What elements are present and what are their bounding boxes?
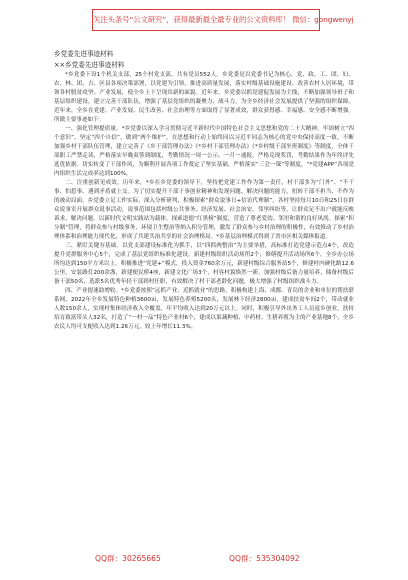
- paragraph-foundation: 三、紧盯关键夯基础。以党支部建设标准化为抓手，以“四抓两整治”为主要举措，高标准打造党建示范点4个，改造提升党群服务中心5个，完成了基层党组织标准化建设。新建村级组织活动场所2个，修缮提升活动场所6个，全乡办公场所均达到150平方米以上。积极推进“党建+”模式，投入资金760余万元，新建村级综合服务站5个，修建村内硬化路12.6公里，安装路灯200余盏，新建便民桥4座，新建文化广场3个，村容村貌焕然一新。加强村级后备力量培养，储备村级后备干部50名，选派5名优秀年轻干部到村任职，有效解决了村干部老龄化问题，极大增强了村级组织战斗力。: [54, 243, 355, 285]
- paragraph-intro: *乡党委下设1个机关支部，25个村党支部，共有党员552人。乡党委是以党委书记为核心，党、政、工、团、妇、农、林、团、吉、区县各项决策部署，以党建为引领，推进高质量发展，落实村级基础设施建设、改善农村人居环境，带领各村脱贫攻坚、产业发展，使全乡上下呈现出新的面貌。近年来，乡党委以抓党建促发展为主线，不断加强领导班子和基层组织建设，建立完善干部队伍，增强了基层党组织的凝聚力、战斗力，为全乡经济社会发展提供了坚强的组织保障。近年来，全乡在党建、产业发展、民生改善、社会治理等方面取得了显著成效，群众获得感、幸福感、安全感不断增强。所做主要事迹如下：: [54, 72, 354, 123]
- paragraph-industry: 四、产业提速助增收。*乡党委按照“远抓产业、近抓就业”的思路，积极构建上海、成都、青岛的企业和单位的帮扶联系网，2022年全乡发展特色种植3600亩，发展特色养殖5200头，发展林下经济2800亩，建成扶贫车间2个，带动就业人数150余人，实现村集体经济收入全覆盖，年平均收入达到20万元以上。同时，积极引导外出务工人员返乡创业，扶持培育致富带头人32名，打造了“一村一品”特色产业村6个，建成以果蔬种植、中药材、生猪养殖为主的产业基地8个，全乡农民人均可支配收入达到1.26万元，较上年增长11.3%。: [54, 288, 355, 330]
- document-body: [54, 50, 354, 332]
- promo-banner: 关注头条号“公文研究”，获得最新最全最专业的公文资料库！ 微信：gongwenyj: [92, 9, 320, 31]
- document-subtitle: ××乡党委先进事迹材料: [54, 61, 125, 69]
- footer-qq-group-1: QQ群：30265665: [95, 554, 161, 563]
- paragraph-management: 一、强化管理提质量。*乡党委以深入学习贯彻习近平新时代中国特色社会主义思想和党的二十大精神，牢固树立“四个意识”，坚定“四个自信”，做到“两个维护”。在思想和行动上始终同以习近平同志为核心的党中央保持高度一致，不断加强乡村干部队伍管理，建立完善了《乡干部管理办法》《*乡村干部管理办法》《*乡村级干部坐班制度》等制度，全体干部职工严禁走读，严格落实早晚双签到制度，考勤情况一周一公示、一月一通报，严格兑现奖罚，考勤结果作为年终评先选优依据。切实转变了干部作风，为顺利开展各项工作奠定了坚实基础。严格落实“三会一课”等制度，“*党建APP”各项党内组织生活完成率达到100%。: [54, 126, 354, 177]
- document-title: 乡党委先进事迹材料: [54, 50, 114, 58]
- paragraph-innovation: 二、注重创新见成效。历年来，*乡在乡党委的领导下，坚持把党建工作作为第一责任，村干部多为“门外”、“不干事、怕惹事、遇到矛盾就上交。为了切实提升干部干事创业精神和发现问题、解决问题的能力，扭转干部不担当、不作为的被动局面，乡党委立足工作实际，深入分析研判，积极探索“群众说事日+信访代理制”，各村坚持每月10日和25日在群众说事室开展群众说事活动，说事范围包括村级公共事务、经济发展、社会治安、邻里纠纷等，让群众足不出户就能反映诉求，解决问题。以新时代文明实践站为载体，探索道德“红黑榜”制度，营造了尊老爱幼、邻里和谐的良好风尚。探索“积分制”管理，将群众参与村级事务、环境卫生整治等纳入积分管理，激发了群众参与乡村治理的积极性，有效推动了乡村治理体系和治理能力现代化，形成了共建共治共享的社会治理格局。*乡基层治理模式得到了省市区相关媒体报道。: [54, 180, 354, 240]
- footer-contact: [0, 553, 408, 565]
- footer-qq-group-2: QQ群：535304092: [229, 554, 300, 563]
